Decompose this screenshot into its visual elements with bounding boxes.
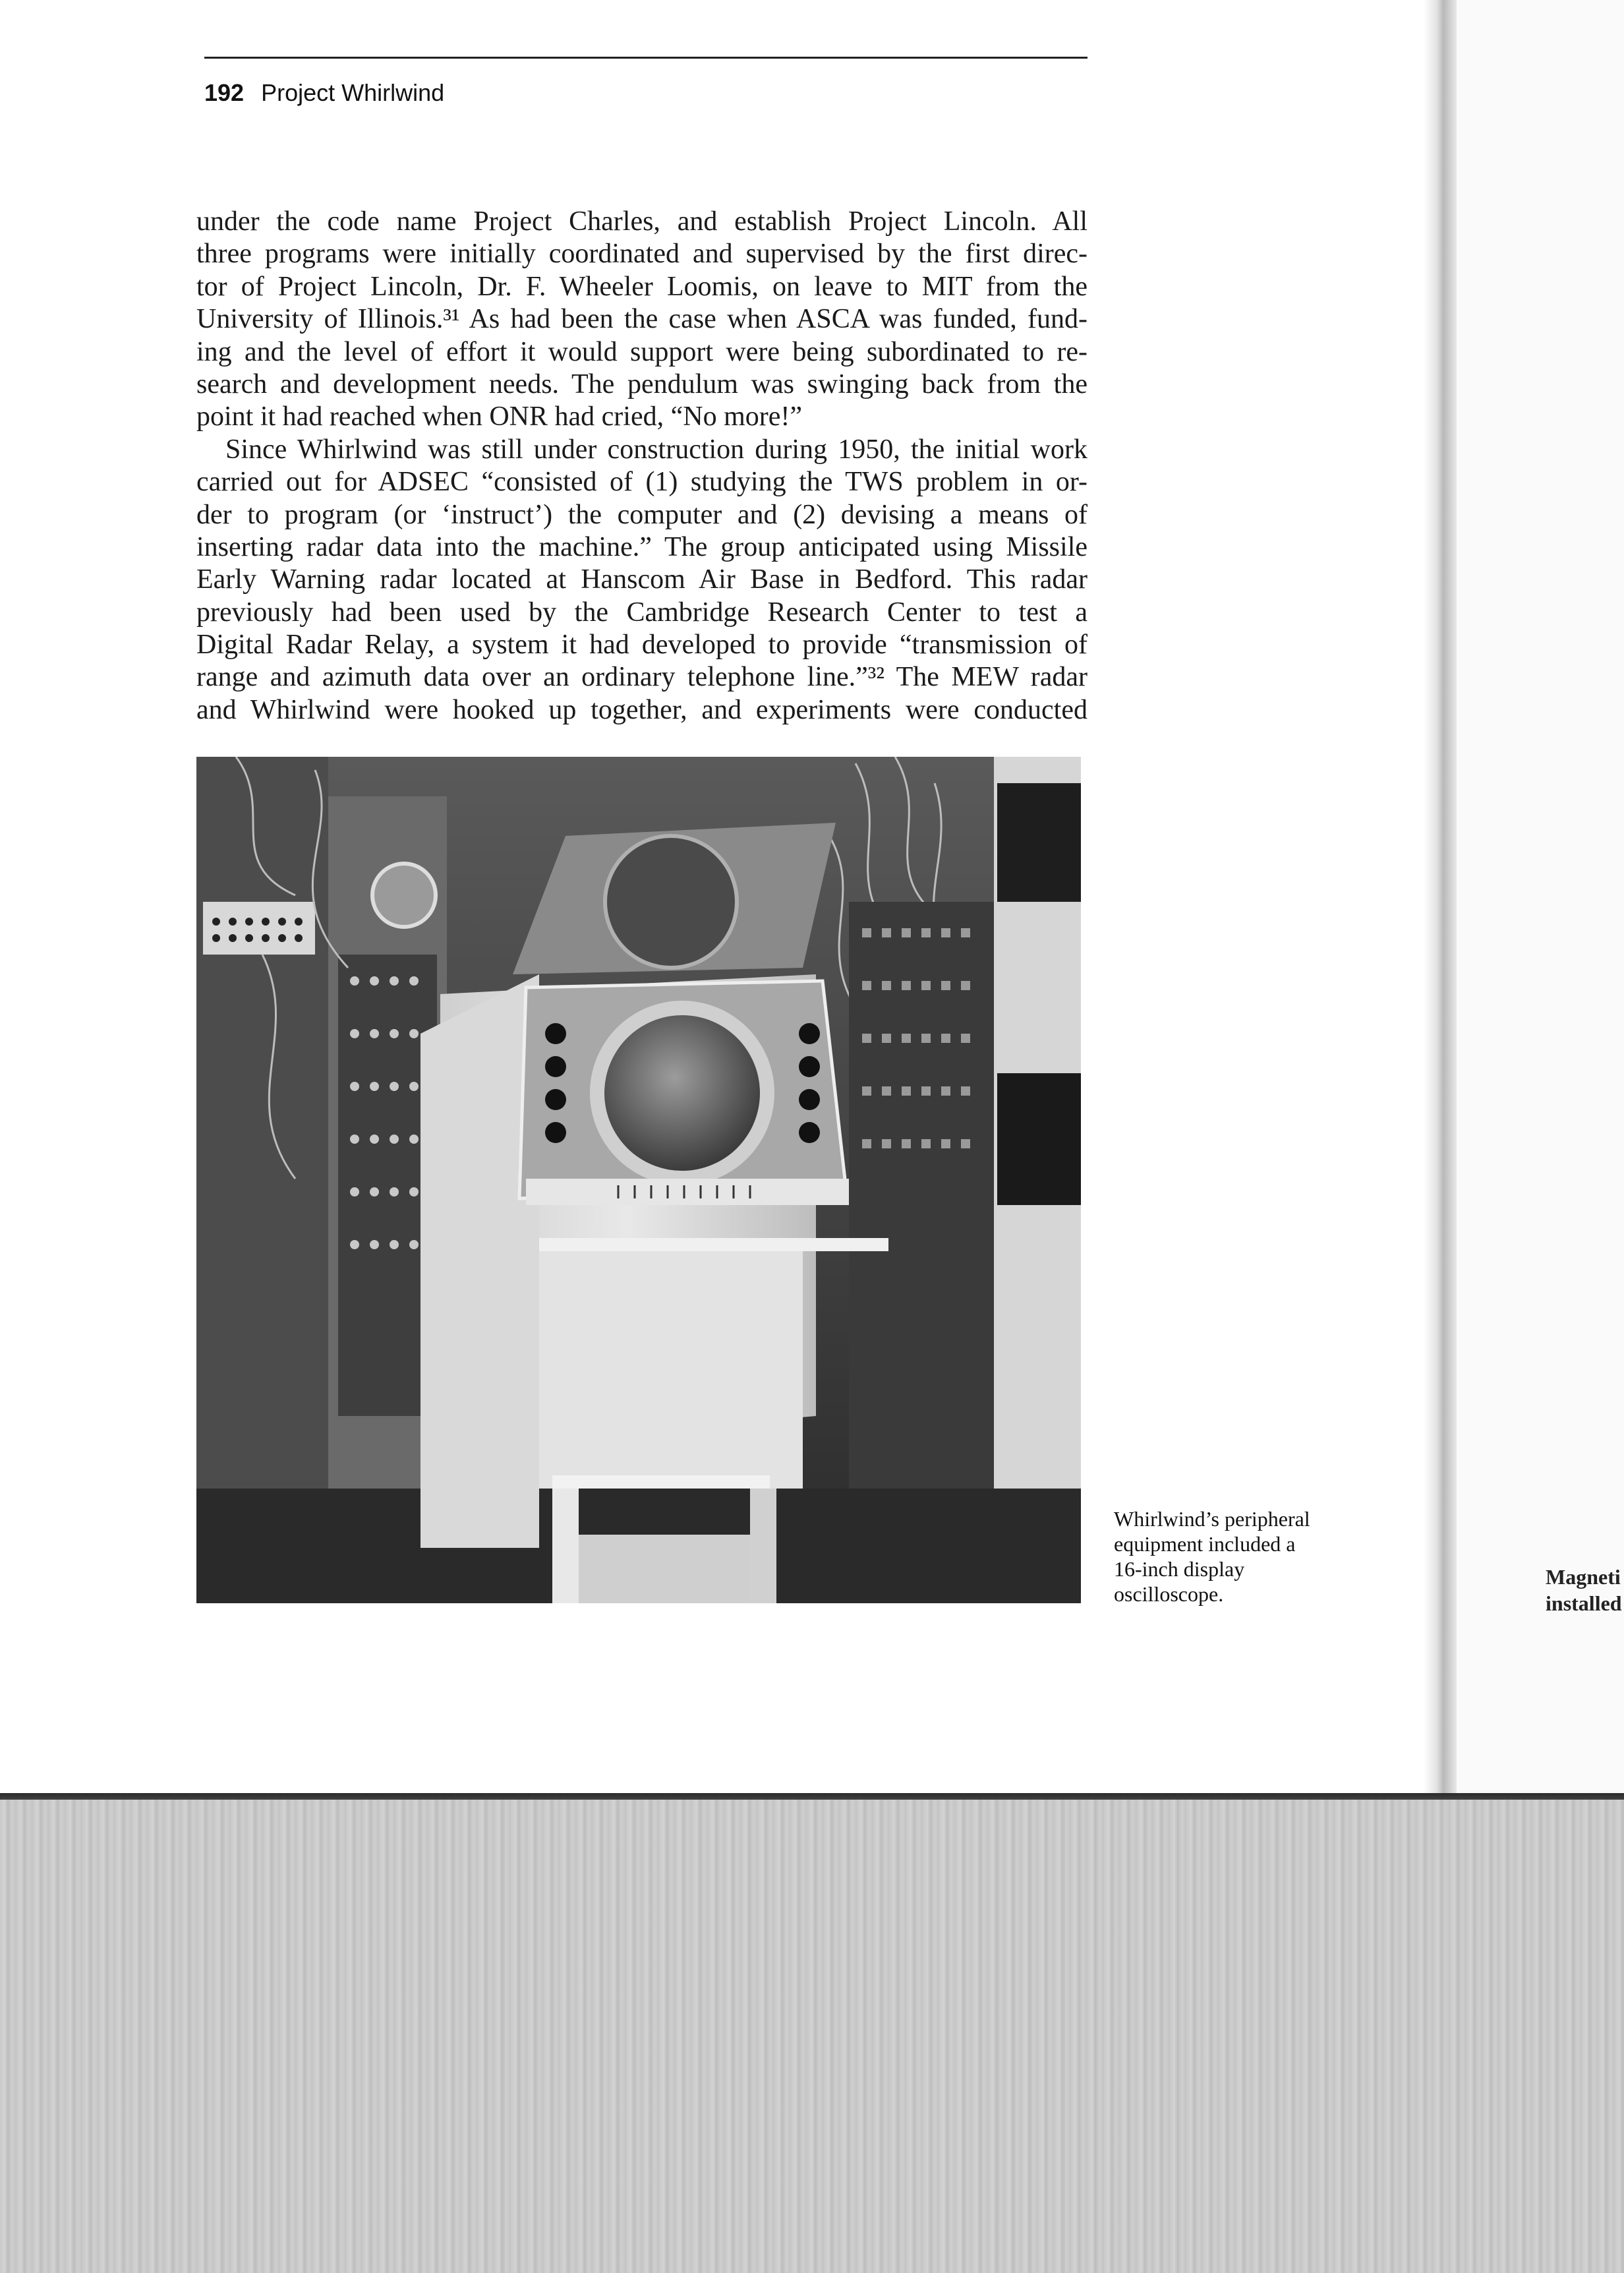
text-line: ing and the level of effort it would support were being subordinated to re- xyxy=(196,336,1088,367)
text-line: tor of Project Lincoln, Dr. F. Wheeler Loomis, on leave to MIT from the xyxy=(196,271,1088,302)
text-line: point it had reached when ONR had cried, “No more!” xyxy=(196,401,802,432)
book-gutter xyxy=(1424,0,1457,1800)
caption-line: equipment included a xyxy=(1114,1532,1296,1556)
caption-line: 16-inch display xyxy=(1114,1557,1245,1581)
text-line: previously had been used by the Cambridge Research Center to test a xyxy=(196,597,1088,628)
text-line: Since Whirlwind was still under construction during 1950, the initial work xyxy=(225,434,1088,465)
text-line: inserting radar data into the machine.” The group anticipated using Missile xyxy=(196,531,1088,562)
oscilloscope-console-illustration xyxy=(196,757,1081,1603)
text-line: der to program (or ‘instruct’) the computer and (2) devising a means of xyxy=(196,499,1088,530)
text-line: carried out for ADSEC “consisted of (1) studying the TWS problem in or- xyxy=(196,467,1088,498)
text-line: and Whirlwind were hooked up together, and experiments were conducted xyxy=(196,694,1088,725)
scanner-bed xyxy=(0,1800,1624,2273)
body-text xyxy=(196,206,1088,726)
whirlwind-display-photo xyxy=(196,757,1081,1603)
header-rule xyxy=(204,57,1088,59)
text-line: University of Illinois.³¹ As had been the case when ASCA was funded, fund- xyxy=(196,304,1088,335)
text-line: under the code name Project Charles, and establish Project Lincoln. All xyxy=(196,206,1088,237)
text-line: three programs were initially coordinated and supervised by the first direc- xyxy=(196,239,1088,270)
text-line: Early Warning radar located at Hanscom Air Base in Bedford. This radar xyxy=(196,564,1088,595)
page-number: 192 xyxy=(204,79,245,106)
text-line: range and azimuth data over an ordinary telephone line.”³² The MEW radar xyxy=(196,662,1088,693)
facing-caption-line: installed xyxy=(1546,1591,1622,1615)
facing-page-caption xyxy=(1546,1564,1622,1616)
caption-line: oscilloscope. xyxy=(1114,1582,1224,1606)
facing-page xyxy=(1457,0,1624,1800)
text-line: search and development needs. The pendulum was swinging back from the xyxy=(196,369,1088,399)
caption-line: Whirlwind’s peripheral xyxy=(1114,1507,1310,1531)
photo-caption xyxy=(1114,1506,1364,1607)
running-header xyxy=(204,79,444,107)
text-line: Digital Radar Relay, a system it had developed to provide “transmission of xyxy=(196,630,1088,661)
facing-caption-line: Magneti xyxy=(1546,1565,1621,1589)
running-title: Project Whirlwind xyxy=(261,79,445,106)
